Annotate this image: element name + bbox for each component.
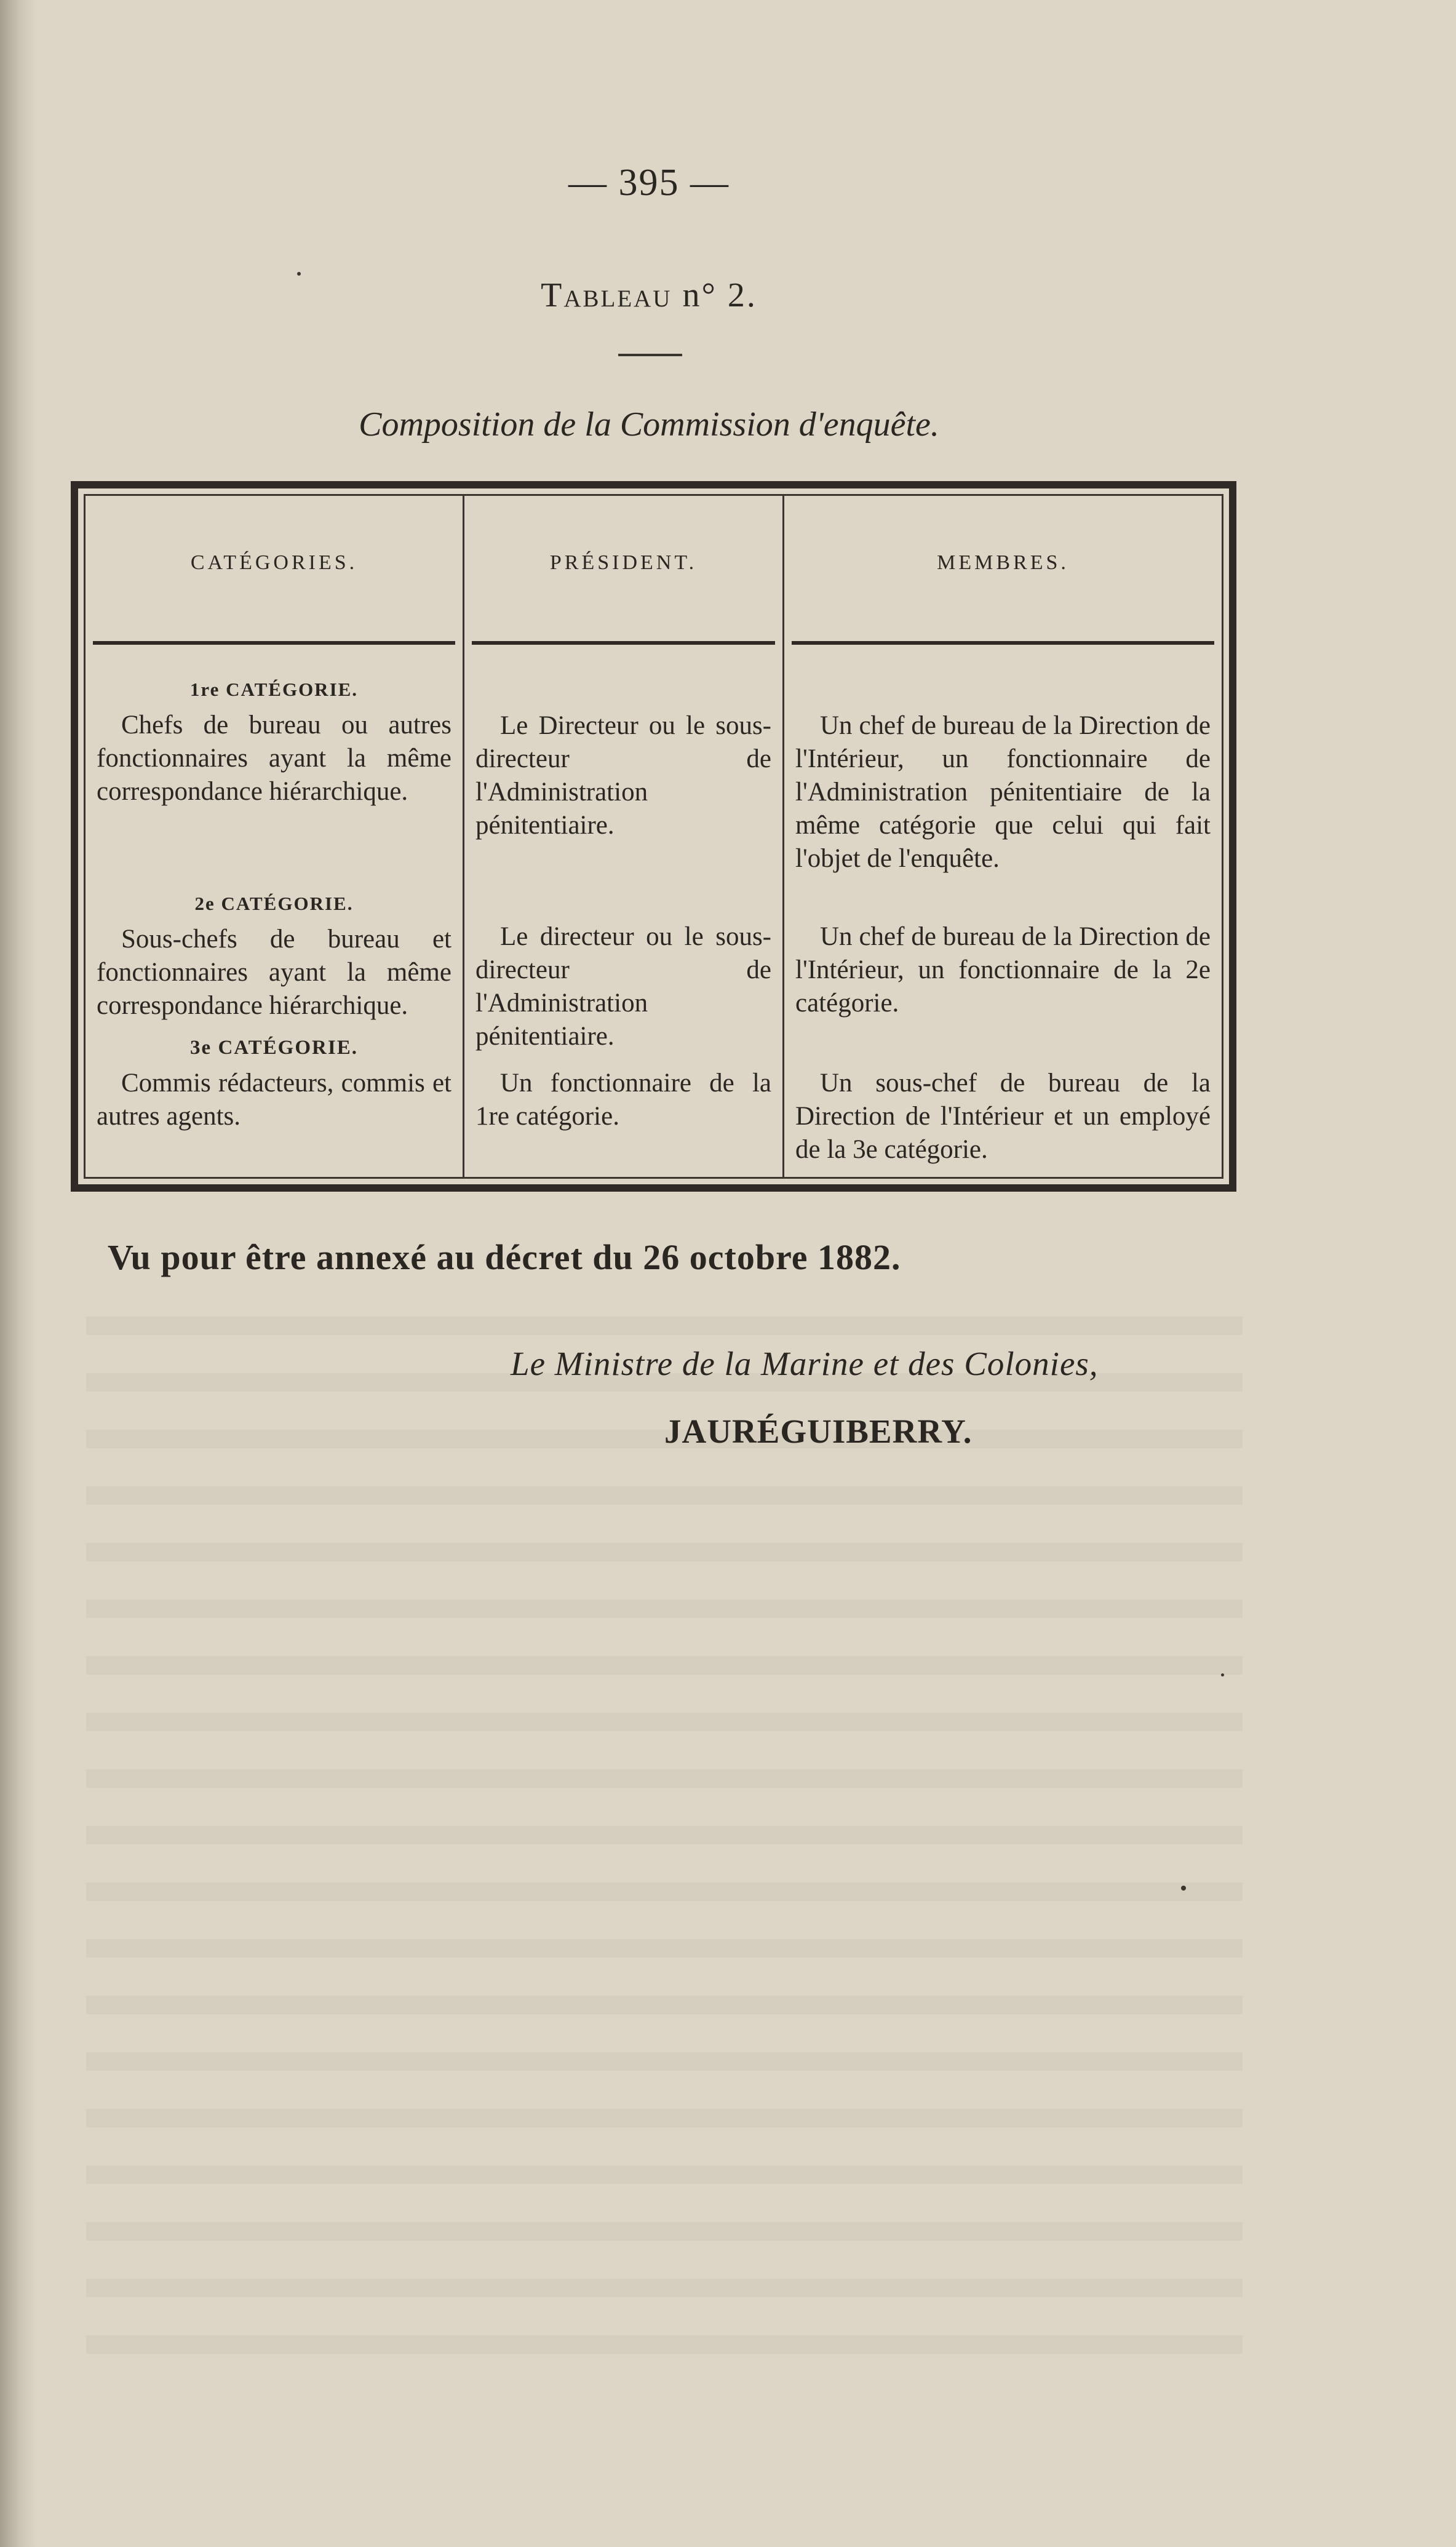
category-text-1: Chefs de bureau ou autres fonctionnaires ayant la même correspondance hiérarchique. (97, 711, 452, 806)
category-label-1: 1re CATÉGORIE. (189, 679, 359, 700)
table-caption: Composition de la Commission d'enquête. (359, 405, 939, 444)
president-text-1: Le Directeur ou le sous-directeur de l'Administration pénitentiaire. (475, 711, 771, 840)
show-through-text (86, 1317, 1243, 2362)
signature: JAURÉGUIBERRY. (664, 1413, 973, 1450)
president-text-3: Un fonctionnaire de la 1re catégorie. (475, 1069, 771, 1131)
category-text-3: Commis rédacteurs, commis et autres agents. (97, 1069, 452, 1131)
ink-speck (1181, 1886, 1186, 1891)
category-text-2: Sous-chefs de bureau et fonctionnaires ayant la même correspondance hiérarchique. (97, 925, 452, 1020)
page-edge-shadow (0, 0, 37, 2547)
column-president (464, 496, 784, 1177)
header-rule (93, 641, 455, 645)
header-categories: CATÉGORIES. (190, 551, 358, 574)
row3-category (97, 1032, 452, 1133)
table-inner-border (84, 494, 1223, 1179)
header-president: PRÉSIDENT. (549, 551, 698, 574)
annex-note: Vu pour être annexé au décret du 26 octobre 1882. (108, 1237, 901, 1277)
column-members (784, 496, 1222, 1177)
president-text-2: Le directeur ou le sous-directeur de l'Administration pénitentiaire. (475, 922, 771, 1051)
composition-table (71, 481, 1236, 1192)
category-label-2: 2e CATÉGORIE. (194, 893, 354, 914)
members-text-1: Un chef de bureau de la Direction de l'Intérieur, un fonctionnaire de l'Administration pénitentiaire de la même catégorie que celui qui fait l'objet de l'enquête. (795, 711, 1211, 873)
members-text-3: Un sous-chef de bureau de la Direction de l'Intérieur et un employé de la 3e catégorie. (795, 1069, 1211, 1164)
minister-title: Le Ministre de la Marine et des Colonies, (511, 1345, 1099, 1382)
title-rule (618, 354, 682, 356)
ink-speck (297, 272, 301, 276)
members-text-2: Un chef de bureau de la Direction de l'Intérieur, un fonctionnaire de la 2e catégorie. (795, 922, 1211, 1018)
column-categories (86, 496, 464, 1177)
page-number: — 395 — (568, 162, 730, 204)
ink-speck (1221, 1673, 1224, 1676)
table-title-suffix: n° 2. (682, 276, 757, 314)
table-title-prefix: Tableau (541, 276, 672, 314)
table-title (0, 276, 1298, 315)
category-label-3: 3e CATÉGORIE. (190, 1037, 358, 1059)
header-members: MEMBRES. (937, 551, 1069, 574)
row2-category (97, 888, 452, 1022)
header-rule (792, 641, 1214, 645)
row1-category (97, 674, 452, 808)
header-rule (472, 641, 775, 645)
